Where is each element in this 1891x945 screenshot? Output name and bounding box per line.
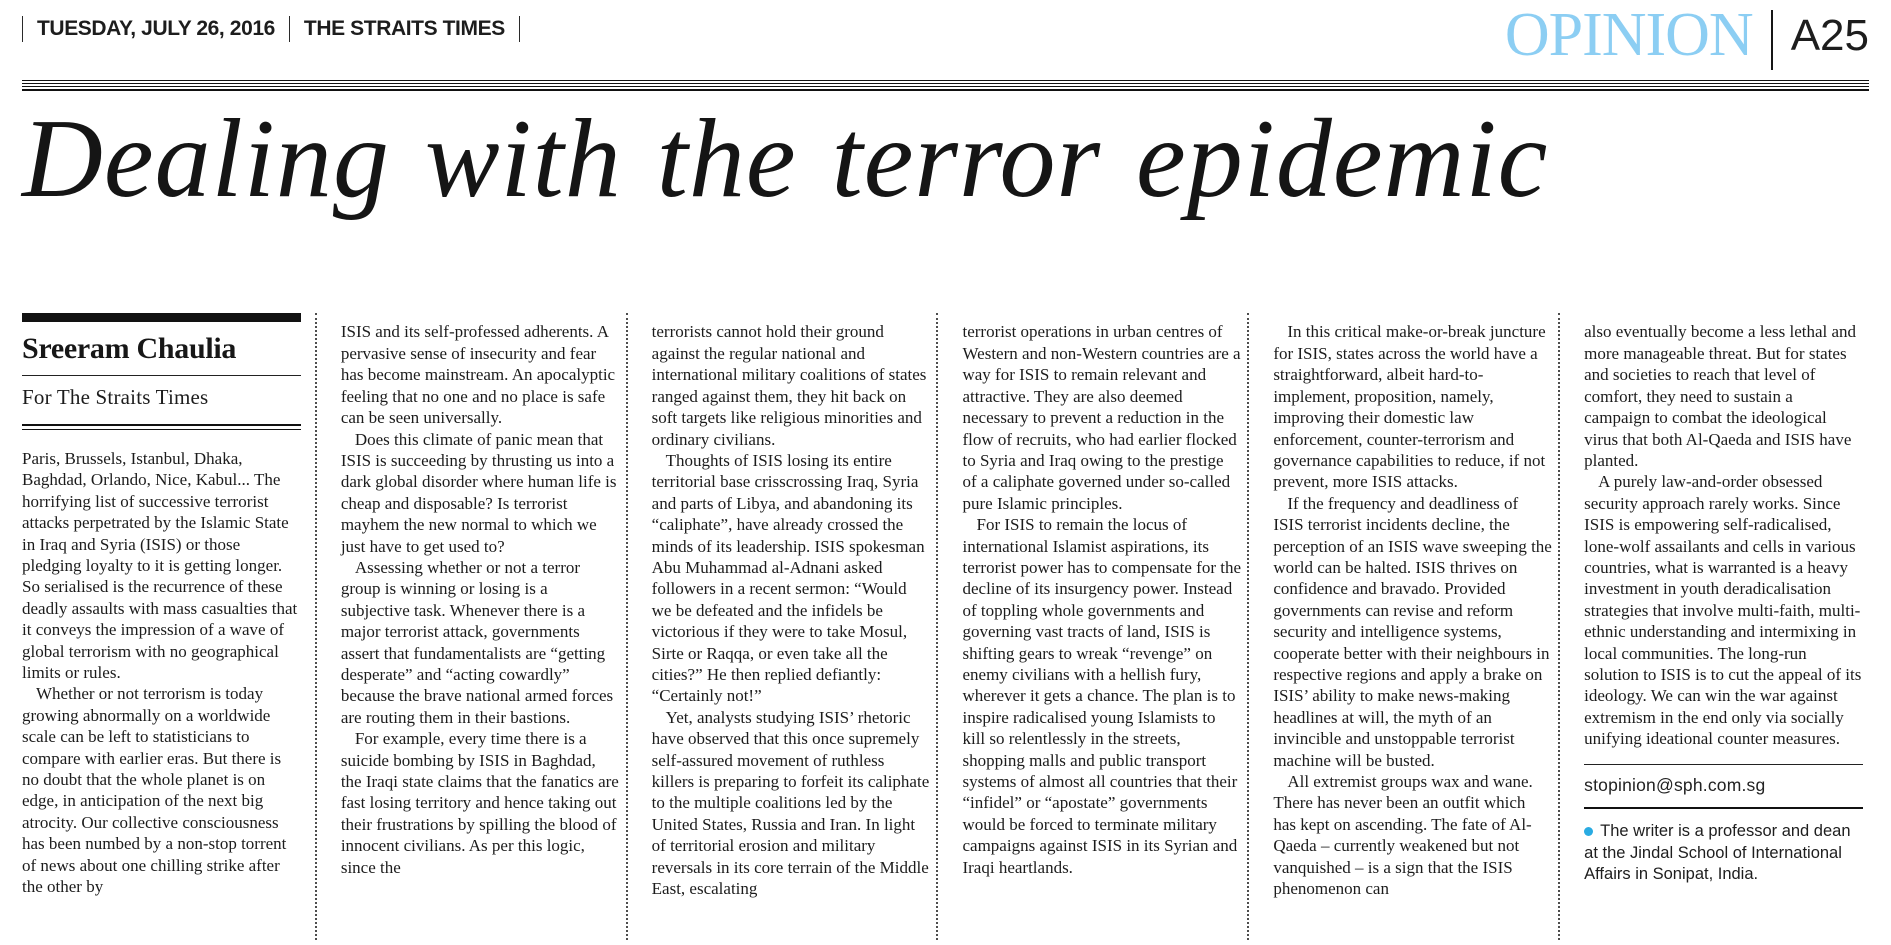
section-header: [1504, 1, 1869, 70]
writer-note-text: The writer is a professor and dean at the Jindal School of International Affairs in Sonipat, India.: [1584, 821, 1851, 884]
paragraph: Does this climate of panic mean that ISIS is succeeding by thrusting us into a dark global disorder where human life is cheap and disposable? Is terrorist mayhem the new normal to which we just have to get used to?: [340, 429, 617, 556]
column-text: [1273, 321, 1552, 899]
byline-double-rule: [22, 424, 301, 430]
paragraph: For ISIS to remain the locus of international Islamist aspirations, its terrorist power has to compensate for the decline of its insurgency power. Instead of toppling whole governments and governing vast tracts of land, ISIS is shifting gears to wreak “revenge” on enemy civilians with a hellish fury, wherever it gets a chance. The plan is to inspire radicalised young Islamists to kill so relentlessly in the streets, shopping malls and public transport systems of almost all countries that their “infidel” or “apostate” governments would be forced to terminate military campaigns against ISIS in its Syrian and Iraqi heartlands.: [962, 515, 1242, 877]
article-column-1: [22, 313, 315, 940]
article-column-2: [315, 313, 626, 940]
article-body: [22, 313, 1869, 940]
header-rule: [22, 80, 1869, 91]
date-text: TUESDAY, JULY 26, 2016: [37, 17, 275, 40]
column-text: [341, 321, 620, 878]
byline-thin-rule: [22, 375, 301, 376]
paragraph: Paris, Brussels, Istanbul, Dhaka, Baghdad, Orlando, Nice, Kabul... The horrifying list of successive terrorist attacks perpetrated by the Islamic State in Iraq and Syria (ISIS) or those pledging loyalty to it is getting longer. So serialised is the recurrence of these deadly assaults with mass casualties that it conveys the impression of a wave of global terrorism with no geographical limits or rules.: [22, 448, 298, 683]
section-title: OPINION: [1504, 1, 1753, 69]
paragraph: A purely law-and-order obsessed security approach rarely works. Since ISIS is empowering self-radicalised, lone-wolf assailants and cells in various countries, what is warranted is a heavy investment in youth deradicalisation strategies that involve multi-faith, multi-ethnic understanding and intermixing in local communities. The long-run solution to ISIS is to cut the appeal of its ideology. We can win the war against extremism in the end only via socially unifying ideational counter measures.: [1584, 472, 1862, 749]
section-divider: [1771, 10, 1773, 70]
column-text: [1584, 321, 1863, 749]
article-column-6: [1558, 313, 1869, 940]
paragraph: All extremist groups wax and wane. There has never been an outfit which has kept on ascending. The fate of Al-Qaeda – currently weakened but not vanquished – is a sign that the ISIS phenomenon can: [1273, 772, 1533, 899]
note-rule: [1584, 807, 1863, 809]
writer-note: [1584, 821, 1863, 887]
column-text: [652, 321, 931, 899]
masthead: [0, 0, 1891, 72]
bullet-icon: [1584, 827, 1593, 836]
article-column-4: [936, 313, 1247, 940]
paragraph: ISIS and its self-professed adherents. A pervasive sense of insecurity and fear has become mainstream. An apocalyptic feeling that no one and no place is safe can be seen universally.: [340, 322, 616, 428]
author-affiliation: For The Straits Times: [22, 384, 209, 409]
paragraph: Thoughts of ISIS losing its entire territorial base crisscrossing Iraq, Syria and parts of Libya, and abandoning its “caliphate”, have already crossed the minds of its leadership. ISIS spokesman Abu Muhammad al-Adnani asked followers in a recent sermon: “Would we be defeated and the infidels be victorious if they were to take Mosul, Sirte or Raqqa, or even take all the cities?” He then replied defiantly: “Certainly not!”: [651, 450, 925, 706]
paragraph: also eventually become a less lethal and more manageable threat. But for states and societies to reach that level of comfort, they need to sustain a campaign to combat the ideological virus that both Al-Qaeda and ISIS have planted.: [1584, 322, 1857, 470]
paragraph: Assessing whether or not a terror group is winning or losing is a subjective task. Whenever there is a major terrorist attack, governments assert that fundamentalists are “getting desperate” and “acting cowardly” because the brave national armed forces are routing them in their bastions.: [340, 557, 614, 727]
paragraph: For example, every time there is a suicide bombing by ISIS in Baghdad, the Iraqi state claims that the fanatics are fast losing territory and hence taking out their frustrations by spilling the blood of innocent civilians. As per this logic, since the: [340, 729, 619, 877]
divider-bar: [289, 16, 290, 42]
paragraph: If the frequency and deadliness of ISIS terrorist incidents decline, the perception of an ISIS wave sweeping the world can be halted. ISIS thrives on confidence and bravado. Provided governments can revise and reform security and intelligence systems, cooperate better with their neighbours in respective regions and apply a brake on ISIS’ ability to make news-making headlines at will, the myth of an invincible and unstoppable terrorist machine will be busted.: [1273, 493, 1552, 770]
paragraph: Yet, analysts studying ISIS’ rhetoric have observed that this once supremely self-assured movement of ruthless killers is preparing to forfeit its caliphate to the multiple coalitions led by the United States, Russia and Iran. In light of territorial erosion and military reversals in its core terrain of the Middle East, escalating: [651, 707, 930, 899]
divider-bar: [22, 16, 23, 42]
paragraph: In this critical make-or-break juncture for ISIS, states across the world have a straightforward, albeit hard-to-implement, proposition, namely, improving their domestic law enforcement, counter-terrorism and governance capabilities to reduce, if not prevent, more ISIS attacks.: [1273, 322, 1546, 492]
article-column-5: [1247, 313, 1558, 940]
paragraph: terrorists cannot hold their ground against the regular national and international military coalitions of states ranged against them, they hit back on soft targets like religious minorities and ordinary civilians.: [651, 322, 927, 449]
byline-top-bar: [22, 313, 301, 322]
column-text: [962, 321, 1241, 878]
headline: Dealing with the terror epidemic: [22, 97, 1549, 221]
article-column-3: [626, 313, 937, 940]
paper-name: THE STRAITS TIMES: [303, 17, 505, 40]
dateline: [22, 8, 534, 42]
divider-bar: [519, 16, 520, 42]
author-name: Sreeram Chaulia: [22, 332, 237, 366]
page-number: A25: [1790, 11, 1869, 60]
paragraph: Whether or not terrorism is today growing abnormally on a worldwide scale can be left to statisticians to compare with earlier eras. But there is no doubt that the whole planet is on edge, in anticipation of the next big atrocity. Our collective consciousness has been numbed by a non-stop torrent of news about one chilling strike after the other by: [22, 684, 287, 897]
opinion-email[interactable]: stopinion@sph.com.sg: [1584, 774, 1766, 795]
paragraph: terrorist operations in urban centres of Western and non-Western countries are a way for ISIS to remain relevant and attractive. They are also deemed necessary to prevent a reduction in the flow of recruits, who had earlier flocked to Syria and Iraq owing to the prestige of a caliphate governed under so-called pure Islamic principles.: [962, 322, 1241, 513]
column-text: [22, 448, 301, 898]
